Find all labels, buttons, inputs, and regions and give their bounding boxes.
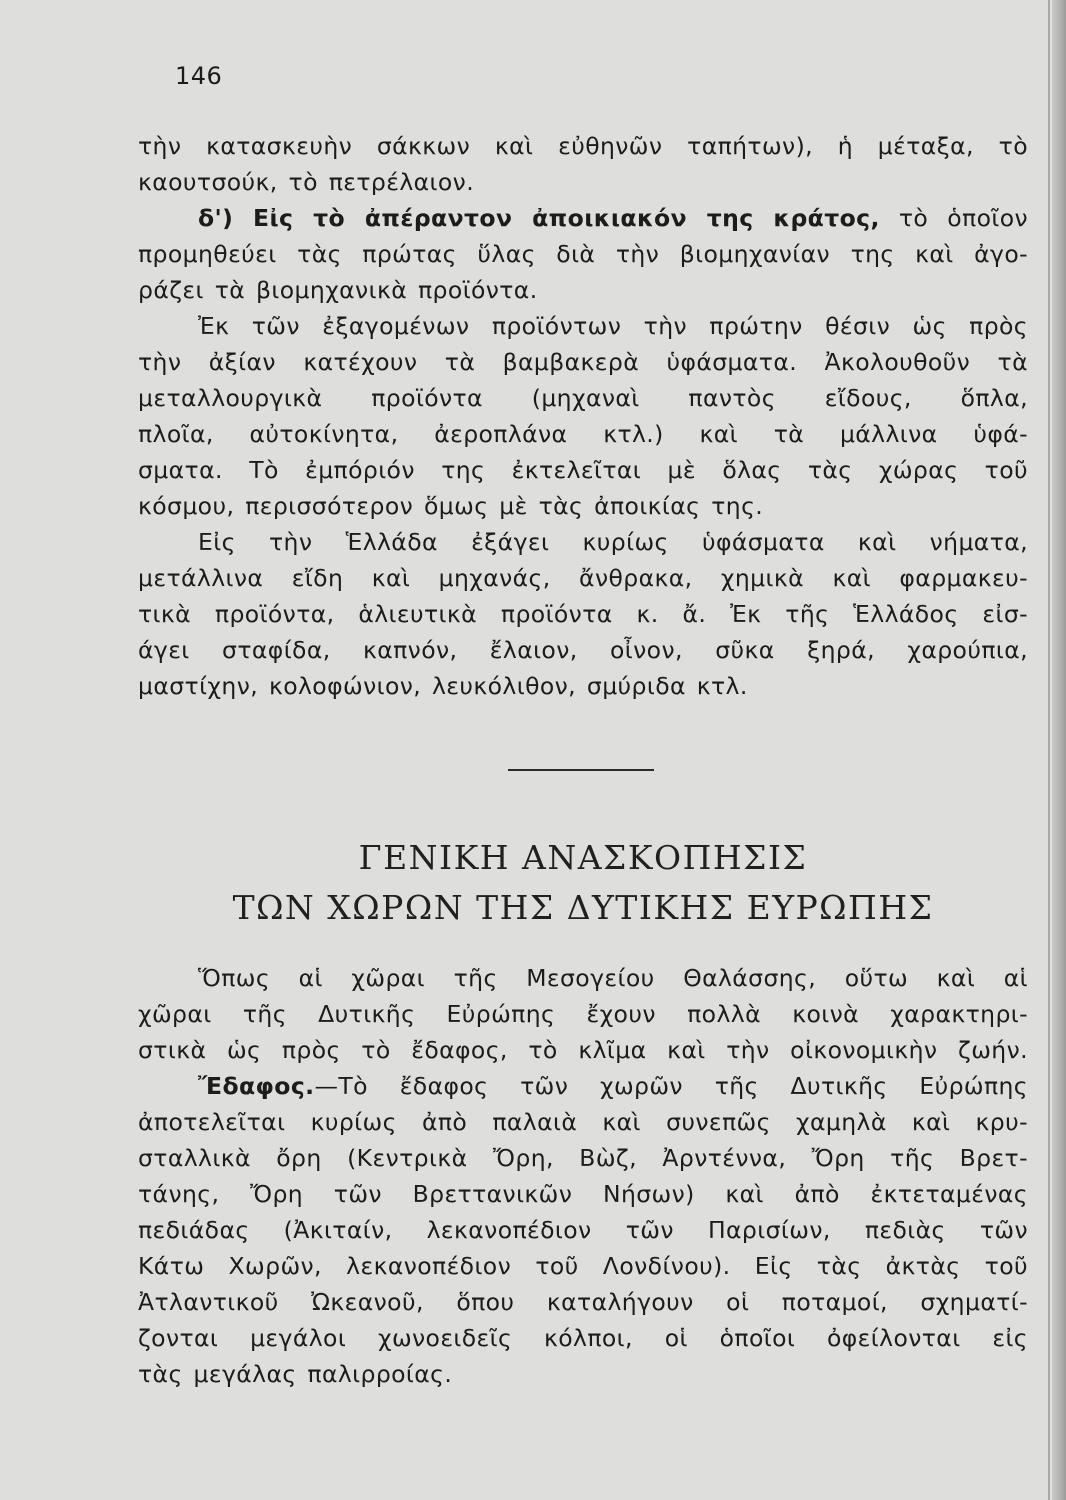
text-line: ἀποτελεῖται κυρίως ἀπὸ παλαιὰ καὶ συνεπῶς χαμηλὰ καὶ κρυ-	[138, 1108, 1028, 1136]
text-line: Ἐκ τῶν ἐξαγομένων προϊόντων τὴν πρώτην θέσιν ὡς πρὸς	[198, 312, 1028, 340]
text-line: Εἰς τὴν Ἑλλάδα ἐξάγει κυρίως ὑφάσματα καὶ νήματα,	[198, 528, 1028, 556]
text-line: μετάλλινα εἴδη καὶ μηχανάς, ἄνθρακα, χημικὰ καὶ φαρμακευ-	[138, 564, 1028, 592]
page-edge-line	[1048, 0, 1050, 1500]
text-line: προμηθεύει τὰς πρώτας ὕλας διὰ τὴν βιομηχανίαν της καὶ ἀγο-	[138, 240, 1028, 268]
text-line: άγει σταφίδα, καπνόν, ἔλαιον, οἶνον, σῦκα ξηρά, χαρούπια,	[138, 636, 1028, 664]
text-line: τάνης, Ὄρη τῶν Βρεττανικῶν Νήσων) καὶ ἀπὸ ἐκτεταμένας	[138, 1180, 1028, 1208]
text-line: ζονται μεγάλοι χωνοειδεῖς κόλποι, οἱ ὁποῖοι ὀφείλονται εἰς	[138, 1324, 1028, 1352]
text-line: χῶραι τῆς Δυτικῆς Εὐρώπης ἔχουν πολλὰ κοινὰ χαρακτηρι-	[138, 1000, 1028, 1028]
text-line: μεταλλουργικὰ προϊόντα (μηχαναὶ παντὸς εἴδους, ὅπλα,	[138, 384, 1028, 412]
text-line: Κάτω Χωρῶν, λεκανοπέδιον τοῦ Λονδίνου). Εἰς τὰς ἀκτὰς τοῦ	[138, 1252, 1028, 1280]
section-divider	[508, 769, 654, 771]
text-line: τικὰ προϊόντα, ἁλιευτικὰ προϊόντα κ. ἄ. Ἐκ τῆς Ἑλλάδος εἰσ-	[138, 600, 1028, 628]
section-title-line-2: ΤΩΝ ΧΩΡΩΝ ΤΗΣ ΔΥΤΙΚΗΣ ΕΥΡΩΠΗΣ	[232, 888, 934, 927]
bottom-text-block	[138, 960, 1028, 1392]
page-edge-shadow	[1052, 0, 1066, 1500]
text-line: πλοῖα, αὐτοκίνητα, ἀεροπλάνα κτλ.) καὶ τὰ μάλλινα ὑφά-	[138, 420, 1028, 448]
text-line: Ὅπως αἱ χῶραι τῆς Μεσογείου Θαλάσσης, οὕτω καὶ αἱ	[198, 964, 1028, 992]
text-line: ράζει τὰ βιομηχανικὰ προϊόντα.	[138, 276, 538, 304]
text-line: πεδιάδας (Ἀκιταίν, λεκανοπέδιον τῶν Παρισίων, πεδιὰς τῶν	[138, 1216, 1028, 1244]
top-text-block	[138, 128, 1028, 704]
text-line: κόσμου, περισσότερον ὅμως μὲ τὰς ἀποικίας της.	[138, 492, 764, 520]
text-line: Ἔδαφος.—Τὸ ἔδαφος τῶν χωρῶν τῆς Δυτικῆς Εὐρώπης	[198, 1072, 1028, 1100]
text-line: τὴν κατασκευὴν σάκκων καὶ εὐθηνῶν ταπήτων), ἡ μέταξα, τὸ	[138, 132, 1028, 160]
text-line: στικὰ ὡς πρὸς τὸ ἔδαφος, τὸ κλῖμα καὶ τὴν οἰκονομικὴν ζωήν.	[138, 1036, 1028, 1064]
text-line: Ἀτλαντικοῦ Ὠκεανοῦ, ὅπου καταλήγουν οἱ ποταμοί, σχηματί-	[138, 1288, 1028, 1316]
section-title-line-1: ΓΕΝΙΚΗ ΑΝΑΣΚΟΠΗΣΙΣ	[358, 838, 808, 877]
text-line: μαστίχην, κολοφώνιον, λευκόλιθον, σμύριδα κτλ.	[138, 672, 748, 700]
text-line: σματα. Τὸ ἐμπόριόν της ἐκτελεῖται μὲ ὅλας τὰς χώρας τοῦ	[138, 456, 1028, 484]
page-number: 146	[175, 62, 223, 90]
text-line: τὴν ἀξίαν κατέχουν τὰ βαμβακερὰ ὑφάσματα. Ἀκολουθοῦν τὰ	[138, 348, 1028, 376]
text-line: δ') Εἰς τὸ ἀπέραντον ἀποικιακόν της κράτος, τὸ ὁποῖον	[198, 204, 1028, 232]
text-line: σταλλικὰ ὄρη (Κεντρικὰ Ὄρη, Βὼζ, Ἀρντέννα, Ὄρη τῆς Βρετ-	[138, 1144, 1028, 1172]
text-line: τὰς μεγάλας παλιρροίας.	[138, 1360, 453, 1388]
text-line: καουτσούκ, τὸ πετρέλαιον.	[138, 168, 475, 196]
